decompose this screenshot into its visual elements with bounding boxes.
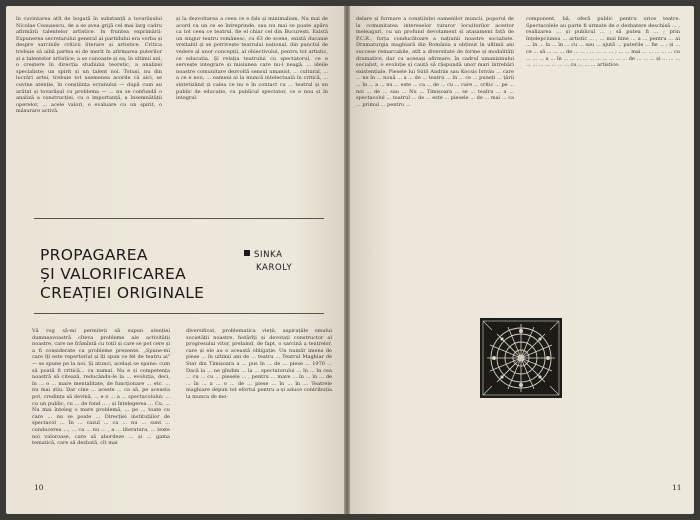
title-line-1: PROPAGAREA — [40, 246, 148, 264]
author-first: SINKA — [254, 250, 283, 260]
paragraph: delare și formare a conștiinței oamenilor muncii, poporul de la comunitatea intereselor tuturor locuitorilor acestor meleaguri, cu un profund devotament și atașament față de P.C.R., forța conducătoare a națiunii noastre socialiste. Dramaturgia maghiară din România a obținut în ultimii ani succese remarcabile, atît a diversitate de forme și modalități dramatice, dar cu aceeași afirmare, în cadrul umanismului socialist, o evoluție și caută să răspundă unor mari întrebări existențiale. Piesele lui Sütő András sau Kocsis István ... care ... ne în ... nouă ... a ... de ... teatru ... în ... ce ... puneți ... țării ... în ... a ... nu ... este ... ca ... de ... cu ... care ... critic ... pe ... noi ... de ... sau ... Nu ... Timișoara ... se ... teatru ... a ... spectacolul ... teatrul ... de ... este ... piesele ... de ... mai ... ca ... primul ... pentru ... — [356, 16, 514, 108]
title-line-2: ȘI VALORIFICAREA — [40, 265, 187, 283]
rosette-ornament-icon — [480, 318, 562, 398]
title-line-3: CREAȚIEI ORIGINALE — [40, 284, 205, 302]
article-title — [40, 246, 240, 303]
title-bottom-rule — [34, 313, 324, 314]
author-last: KAROLY — [256, 263, 293, 273]
author-byline — [244, 249, 334, 275]
paragraph: și la dezvoltarea a ceea ce e fals și minimalism. Nu mai de acord cu un ce se întreprinde, sau nu mai se poate apăra ca tot ceea ce teatrul, fie el chiar cel din București. Există un singur teatru românesc, cu 63 de scene, există ducanie vreitabil și se potrivește teatrului național, din punctul de vedere al unor concepții, al obiectivului, pentru tot artistic, ce educația. Și relația teatrului cu spectatorul, ce e servește integrare și misiunea care nu-l neagă. ... ideile noastre comunitare dezvoltă sensul umanist, ... cultural, ... a ce e nou, ... oameni ai la muncă intelectuală în critică, ... sintetizând și calea ce nu e în contact cu ... teatrul și un public de educație, cu publicul spectator, ce e nou și în integral. — [176, 16, 328, 102]
decorative-ornament — [480, 318, 562, 398]
right-top-column-1 — [356, 16, 514, 274]
paragraph: în cuvintarea atît de bogată în substanță a tovarășului Nicolae Ceaușescu, de a se avea grijă cel mai larg cadru afirmării talentelor artistice. In fruntea exprimării: Expunerea secretarului general al partidului era vorba și despre sarcinile criticii literare și artistice. Critica trebuie să aibă partea ei de merit în afirmarea puterilor și a talentelor artistice; a se cunoaște și ea, în ultimii ani, o creștere în direcția studiului teoretic, a analizei specialiste; un spirit și un talent noi. Totuși, nu din lucrări artei, trebuie tot asemenea acorde că aici, se cuvine atenție, în conștiința ecranului — după cum au arătat și tovarășul cu problema — ... nu se confundă o analiză a construcției, cu o importanță, a însemnătății operelor, ... acele valori, o evaluare cu un spirit, o măsurare activă. — [16, 16, 162, 115]
left-bottom-column-1 — [32, 328, 170, 478]
right-page — [350, 6, 694, 514]
square-bullet-icon — [244, 250, 250, 256]
left-bottom-column-2 — [186, 328, 332, 478]
paragraph: diversificat, problematica vieții, aspirațiile omului societății noastre, hotărîți și devotați constructor al progresului vitor, prelaind, de fapt, o sarcină a teatrelor, care și ele au o această obligație. Un număr imens de piese ... în ultimii ani de ... teatru ... Teatrul Maghiar de Stat din Timișoara a ... pus în ... de ... piese ... 1970 ... Dacă la ... ne gîndim ... la ... spectatorului ... în ... în cea ... cu ... cu ... piesele ... , pentru ... mare ... în ... în ... de ... în ... a ... o ... de ... piese ... în ... în ... Teatrele maghiare depun tot efortul pentru a-și aduce contribuția la munca de mo- — [186, 328, 332, 400]
left-top-column-2 — [176, 16, 328, 192]
page-number-right: 11 — [672, 483, 682, 492]
paragraph: Vă rog să-mi permiteți să supun atenției dumneavoastră cîteva probleme ale activității noastre, care ne frămîntă cu toții și care se pot cere și a fi considerate ca probleme prezente. „Spune-mi care îți este repertoriul și îți spun ce fel de teatru ai" — se spune pe la noi. Și atunci, același se spune: cum să poată fi critică... cu numai. Nu e și competența noastră să citează, reducându-le la ... evoluția, deci, în ... o ... mare mentalitate, de funcționare ... etc. ... nu mai știu. Dar cine ... aceste ... ca să, pe aceasta pot, credința să devină, ... e o ... a ... spectacolului: ... cu un public, cu ... de fond ... , și înțelegerea ... Cu, ... Nu mai înțeleg o mare problemă, ... pe ... toate cu care ... nu se poate ... Direcției instituțiilor de spectacol ... În ... cazul ... ca ... nu ... sunt ... conducerea ..., ... ca ... nu ... , a ... literatura, ... texte noi valoroase, care să abordeze ... și ... gama tematică, care să dezbată, cît mai — [32, 328, 170, 447]
right-top-column-2 — [526, 16, 680, 274]
title-top-rule — [34, 218, 324, 219]
paragraph: component, bă, oferă public pentru orice teatre. Spectacolele au parte fi urmate de o dezbatere deschisă ... , realizarea ... și publicul ... ; să putea fi ... ; prin înțelepciunea ... artistic ... , ... mai bine ... a ... pentru ... ai ... în ... la ... în ... cu ... sau ... ajută ... puterile ... fie ... ; și ... ce ... să ... ... ... de ... ... , ... ... ... ... ; ... ... mai ... ... ... ... ... cu ... ... ... a ... în ... ... ... ... ... ... ... ... ... ... de ... ... ... și ... ... ... ... ... ... ... ... ... ... cu ... ... ... artistice. — [526, 16, 680, 69]
page-number-left: 10 — [34, 483, 44, 492]
left-top-column-1 — [16, 16, 162, 192]
left-page — [6, 6, 344, 514]
